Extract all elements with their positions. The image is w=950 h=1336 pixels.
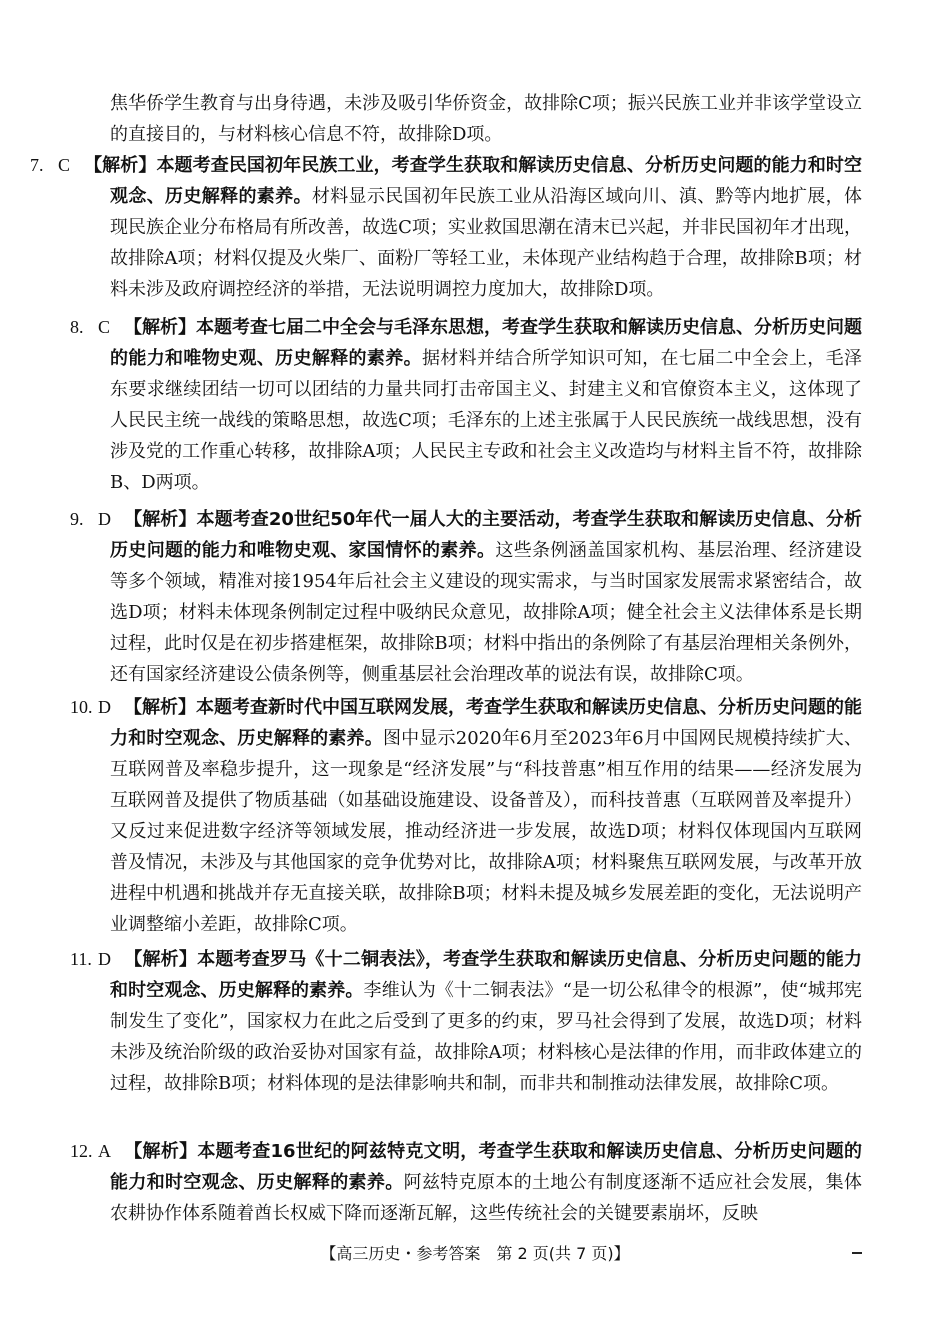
item-explanation: 据材料并结合所学知识可知，在七届二中全会上，毛泽东要求继续团结一切可以团结的力量共同打击帝国主义、封建主义和官僚资本主义，这体现了人民民主统一战线的策略思想，故选C项；毛泽东的上述主张属于人民民族统一战线思想，没有涉及党的工作重心转移，故排除A项；人民民主专政和社会主义改造均与材料主旨不符，故排除B、D两项。 xyxy=(110,348,863,493)
answer-item-12 xyxy=(70,1136,862,1229)
item-focus: 本题考查16世纪的阿兹特克文明，考查学生获取和解读历史信息、分析历史问题的能力和时空观念、历史解释的素养。 xyxy=(110,1141,863,1193)
item-explanation: 图中显示2020年6月至2023年6月中国网民规模持续扩大、互联网普及率稳步提升，这一现象是“经济发展”与“科技普惠”相互作用的结果——经济发展为互联网普及提供了物质基础（如基础设施建设、设备普及），而科技普惠（互联网普及率提升）又反过来促进数字经济等领域发展，推动经济进一步发展，故选D项；材料仅体现国内互联网普及情况，未涉及与其他国家的竞争优势对比，故排除A项；材料聚焦互联网发展，与改革开放进程中机遇和挑战并存无直接关联，故排除B项；材料未提及城乡发展差距的变化，无法说明产业调整缩小差距，故排除C项。 xyxy=(110,728,862,935)
item-focus: 本题考查七届二中全会与毛泽东思想，考查学生获取和解读历史信息、分析历史问题的能力和唯物史观、历史解释的素养。 xyxy=(110,317,862,369)
previous-item-continuation: 焦华侨学生教育与出身待遇，未涉及吸引华侨资金，故排除C项；振兴民族工业并非该学堂设立的直接目的，与材料核心信息不符，故排除D项。 xyxy=(110,93,862,145)
corner-mark xyxy=(852,1252,862,1254)
item-answer: C xyxy=(98,317,111,337)
analysis-tag: 【解析】 xyxy=(124,317,196,338)
item-number: 7. xyxy=(30,155,44,175)
analysis-tag: 【解析】 xyxy=(124,1141,198,1162)
item-answer: D xyxy=(98,949,111,969)
item-explanation: 这些条例涵盖国家机构、基层治理、经济建设等多个领域，精准对接1954年后社会主义建设的现实需求，与当时国家发展需求紧密结合，故选D项；材料未体现条例制定过程中吸纳民众意见，故排除A项；健全社会主义法律体系是长期过程，此时仅是在初步搭建框架，故排除B项；材料中指出的条例除了有基层治理相关条例外，还有国家经济建设公债条例等，侧重基层社会治理改革的说法有误，故排除C项。 xyxy=(110,540,863,685)
analysis-tag: 【解析】 xyxy=(124,509,197,530)
item-focus: 本题考查20世纪50年代一届人大的主要活动，考查学生获取和解读历史信息、分析历史问题的能力和唯物史观、家国情怀的素养。 xyxy=(110,509,862,561)
footer-label: 【高三历史・参考答案 第 2 页(共 7 页)】 xyxy=(320,1244,630,1263)
item-answer: A xyxy=(98,1141,111,1161)
item-answer: D xyxy=(98,697,111,717)
item-answer: D xyxy=(98,509,111,529)
answer-item-7 xyxy=(30,150,863,305)
item-number: 12. xyxy=(70,1141,93,1161)
answer-item-11 xyxy=(70,944,862,1099)
answer-item-10 xyxy=(70,692,862,940)
item-explanation: 材料显示民国初年民族工业从沿海区域向川、滇、黔等内地扩展，体现民族企业分布格局有所改善，故选C项；实业救国思潮在清末已兴起，并非民国初年才出现，故排除A项；材料仅提及火柴厂、面粉厂等轻工业，未体现产业结构趋于合理，故排除B项；材料未涉及政府调控经济的举措，无法说明调控力度加大，故排除D项。 xyxy=(110,186,863,300)
answer-item-8 xyxy=(70,312,862,498)
item-explanation: 阿兹特克原本的土地公有制度逐渐不适应社会发展，集体农耕协作体系随着酋长权威下降而逐渐瓦解，这些传统社会的关键要素崩坏，反映 xyxy=(110,1172,863,1224)
page-footer xyxy=(0,1242,950,1266)
analysis-tag: 【解析】 xyxy=(124,949,198,970)
item-focus: 本题考查罗马《十二铜表法》，考查学生获取和解读历史信息、分析历史问题的能力和时空观念、历史解释的素养。 xyxy=(110,949,863,1001)
item-number: 8. xyxy=(70,317,84,337)
item-number: 10. xyxy=(70,697,93,717)
item-number: 9. xyxy=(70,509,84,529)
item-answer: C xyxy=(58,155,71,175)
analysis-tag: 【解析】 xyxy=(84,155,157,176)
item-focus: 本题考查新时代中国互联网发展，考查学生获取和解读历史信息、分析历史问题的能力和时空观念、历史解释的素养。 xyxy=(110,697,862,749)
answer-item-9 xyxy=(70,504,862,690)
item-focus: 本题考查民国初年民族工业，考查学生获取和解读历史信息、分析历史问题的能力和时空观念、历史解释的素养。 xyxy=(110,155,862,207)
item-explanation: 李维认为《十二铜表法》“是一切公私律令的根源”，使“城邦宪制发生了变化”，国家权力在此之后受到了更多的约束，罗马社会得到了发展，故选D项；材料未涉及统治阶级的政治妥协对国家有益，故排除A项；材料核心是法律的作用，而非政体建立的过程，故排除B项；材料体现的是法律影响共和制，而非共和制推动法律发展，故排除C项。 xyxy=(110,980,862,1094)
analysis-tag: 【解析】 xyxy=(124,697,196,718)
item-number: 11. xyxy=(70,949,92,969)
